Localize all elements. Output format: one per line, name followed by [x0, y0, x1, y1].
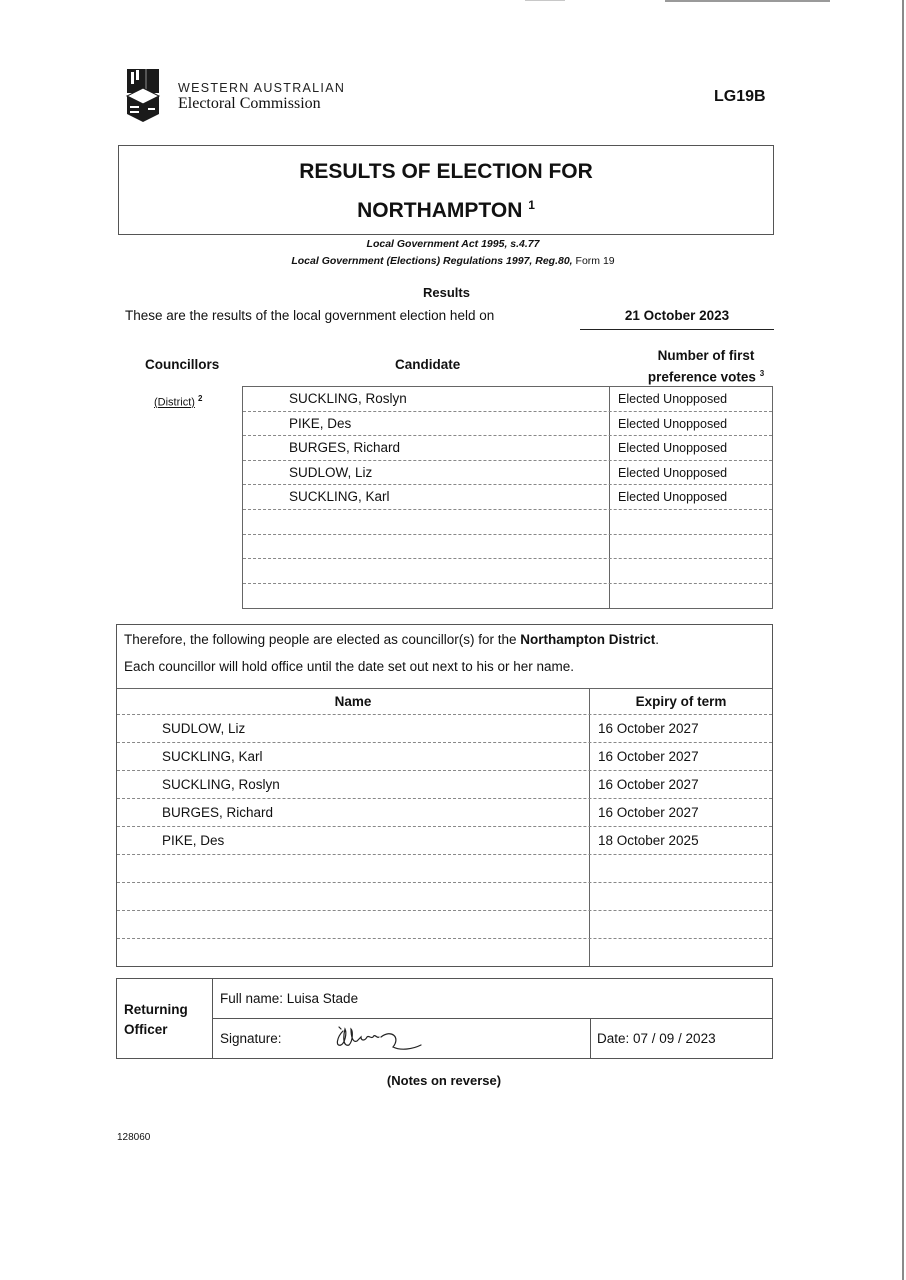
footnote-marker: 1 [528, 198, 535, 212]
table-row [243, 436, 772, 461]
table-row [243, 485, 772, 510]
col-header-expiry: Expiry of term [635, 694, 727, 709]
signature-label: Signature: [220, 1031, 282, 1046]
table-row [117, 910, 772, 938]
table-row [243, 412, 772, 437]
org-name-line2: Electoral Commission [178, 95, 321, 112]
candidate-name [243, 510, 610, 534]
table-row [117, 854, 772, 882]
candidate-name [243, 535, 610, 559]
handwritten-signature-icon [331, 1023, 431, 1055]
candidate-name: SUDLOW, Liz [243, 461, 610, 485]
term-expiry: 16 October 2027 [598, 749, 699, 764]
table-row [117, 826, 772, 854]
table-row [117, 742, 772, 770]
candidate-votes: Elected Unopposed [618, 441, 728, 456]
table-row [117, 714, 772, 742]
date-underline [580, 329, 774, 330]
term-expiry [590, 883, 772, 910]
ro-signed-date: Date: 07 / 09 / 2023 [597, 1031, 716, 1046]
col-header-name: Name [117, 689, 590, 714]
ro-full-name: Full name: Luisa Stade [213, 979, 772, 1019]
candidate-votes: Elected Unopposed [618, 416, 728, 431]
returning-officer-details [213, 979, 772, 1058]
councillor-name [117, 883, 590, 910]
district-name: NORTHAMPTON [357, 199, 523, 222]
table-row [243, 559, 772, 584]
candidate-name: BURGES, Richard [243, 436, 610, 460]
table-row [117, 882, 772, 910]
table-row [243, 387, 772, 412]
candidate-votes: Elected Unopposed [618, 392, 728, 406]
term-expiry: 18 October 2025 [598, 833, 699, 848]
footnote-marker: 3 [759, 369, 765, 378]
col-header-votes [620, 347, 792, 387]
table-row [117, 798, 772, 826]
votes-header-line1: Number of first [657, 348, 755, 363]
document-number: 128060 [117, 1132, 151, 1143]
org-name-line1: WESTERN AUSTRALIAN [178, 81, 346, 95]
candidate-name [243, 584, 610, 609]
title-box [118, 145, 774, 235]
table-row [117, 938, 772, 966]
candidate-name: SUCKLING, Karl [243, 485, 610, 509]
term-expiry [590, 911, 772, 938]
col-header-councillors: Councillors [145, 357, 220, 372]
councillor-name [117, 911, 590, 938]
candidates-table [242, 386, 773, 609]
form-number: Form 19 [572, 255, 615, 267]
votes-header-line2-wrap [620, 365, 792, 387]
col-header-candidate: Candidate [395, 357, 461, 372]
form-code: LG19B [714, 88, 766, 105]
councillor-name: PIKE, Des [117, 827, 590, 854]
table-row [243, 461, 772, 486]
elected-statement [117, 625, 772, 653]
candidate-votes: Elected Unopposed [618, 490, 728, 505]
term-expiry [590, 855, 772, 882]
returning-officer-box [116, 978, 773, 1059]
table-row [243, 584, 772, 609]
elected-statement-suffix: . [655, 632, 659, 647]
table-row [117, 770, 772, 798]
page-title-line2 [119, 198, 773, 223]
councillor-name [117, 855, 590, 882]
table-row [243, 510, 772, 535]
scan-mark [525, 0, 565, 1]
term-expiry [590, 939, 772, 966]
elected-councillors-box [116, 624, 773, 967]
councillor-name: BURGES, Richard [117, 799, 590, 826]
scan-edge-line [902, 0, 904, 1280]
results-heading: Results [423, 285, 470, 300]
waec-logo-icon [125, 66, 161, 124]
candidate-votes [610, 535, 772, 559]
votes-header-line2: preference votes [647, 369, 756, 385]
term-expiry: 16 October 2027 [598, 777, 699, 792]
signature-cell [213, 1019, 591, 1058]
term-expiry: 16 October 2027 [598, 805, 699, 820]
page-title-line1: RESULTS OF ELECTION FOR [299, 160, 593, 183]
table-row [243, 535, 772, 560]
councillor-name: SUCKLING, Roslyn [117, 771, 590, 798]
candidate-name: PIKE, Des [243, 412, 610, 436]
scan-mark [665, 0, 830, 2]
candidate-name [243, 559, 610, 583]
elected-statement-prefix: Therefore, the following people are elected as councillor(s) for the [124, 632, 521, 647]
candidate-votes [610, 584, 772, 609]
councillor-name: SUCKLING, Karl [117, 743, 590, 770]
term-statement: Each councillor will hold office until the date set out next to his or her name. [124, 659, 575, 674]
candidate-votes: Elected Unopposed [618, 465, 728, 480]
regulation-reference [0, 255, 906, 267]
act-reference: Local Government Act 1995, s.4.77 [366, 238, 540, 250]
ro-label-line1: Returning [124, 1002, 188, 1017]
candidate-votes [610, 559, 772, 583]
ro-label-line2: Officer [124, 1022, 168, 1037]
signature-row [213, 1019, 772, 1058]
candidate-name: SUCKLING, Roslyn [243, 387, 610, 411]
table-header-row [117, 688, 772, 714]
term-expiry: 16 October 2027 [598, 721, 699, 736]
returning-officer-label [117, 979, 213, 1058]
candidate-votes [610, 510, 772, 534]
elected-district: Northampton District [520, 632, 656, 647]
councillor-name [117, 939, 590, 966]
held-on-text: These are the results of the local government election held on [125, 308, 495, 323]
ward-label-text: (District) [154, 396, 195, 409]
notes-on-reverse: (Notes on reverse) [386, 1073, 502, 1088]
footnote-marker: 2 [198, 394, 203, 403]
election-date: 21 October 2023 [624, 308, 730, 323]
ward-label [154, 394, 202, 409]
councillor-name: SUDLOW, Liz [117, 715, 590, 742]
regulation-text: Local Government (Elections) Regulations 1997, Reg.80, [291, 255, 573, 267]
